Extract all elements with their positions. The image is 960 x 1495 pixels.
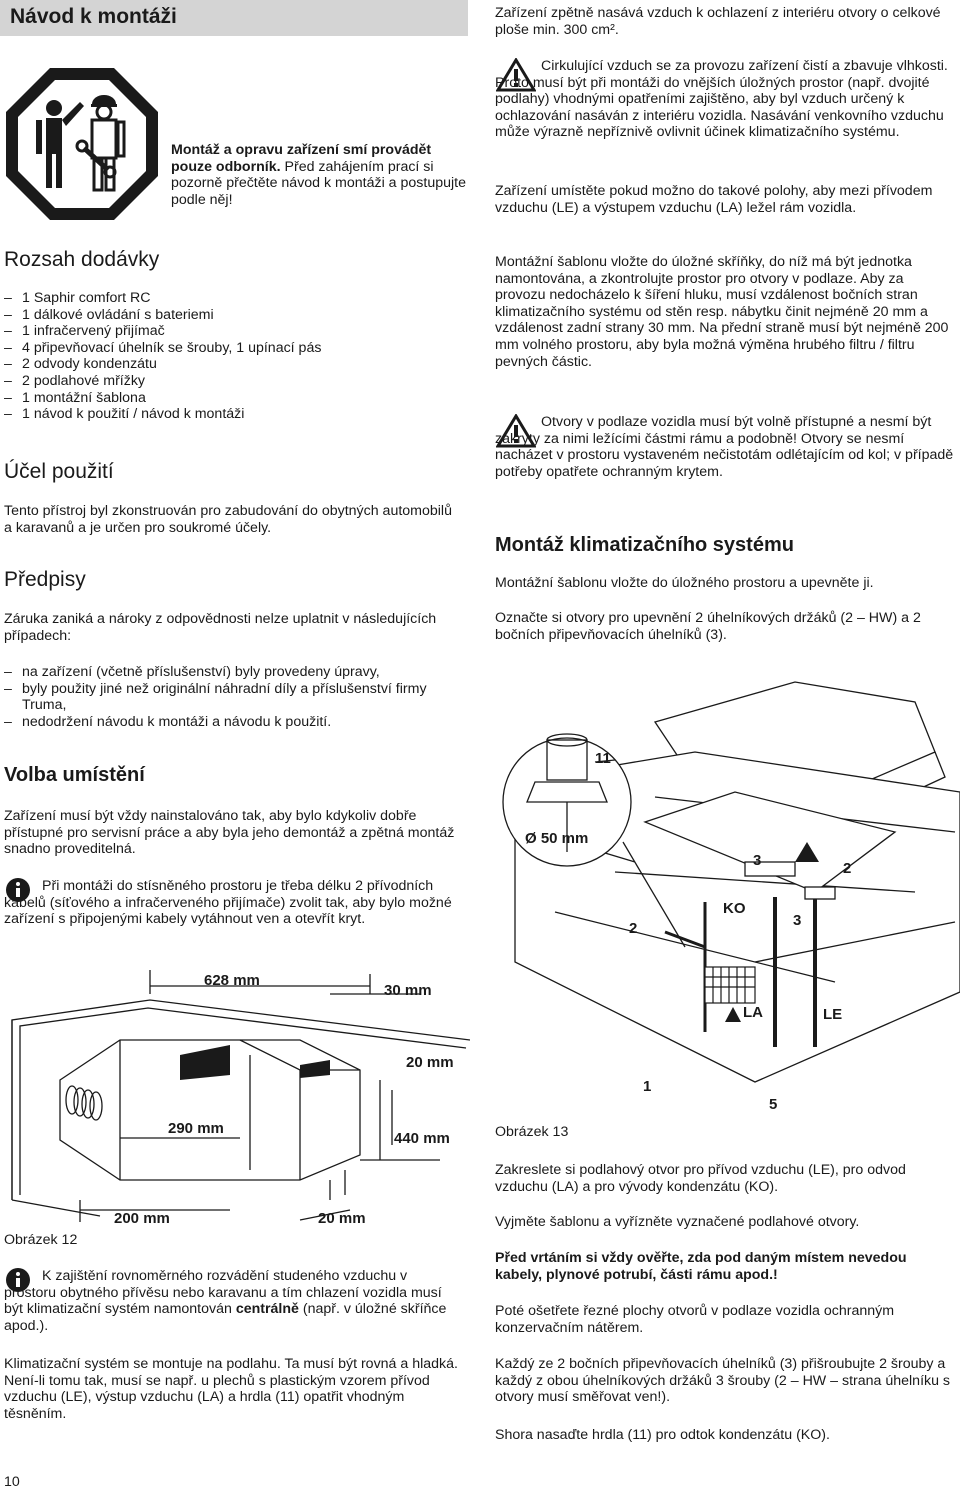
aircon-dimension-diagram: [0, 960, 470, 1260]
page-title: Návod k montáži: [10, 5, 177, 28]
list-item: – 4 připevňovací úhelník se šrouby, 1 upínací pás: [4, 340, 464, 357]
intro-bold: Montáž a opravu zařízení smí provádět pouze odborník.: [171, 142, 432, 175]
right-warn1: Cirkulující vzduch se za provozu zařízení čistí a zbavuje vlhkosti. Proto musí být při montáži do vnějších úložných prostor (např. dvojité podlahy) vhodnými opatřeními zajištěno, aby byl vzduch určený k ochlazování nasáván z interiéru vozidla. Nasávání venkovního vzduchu může výrazně nepříznivě ovlivnit účinek klimatizačního systému.: [495, 58, 948, 141]
scope-heading: Rozsah dodávky: [4, 248, 160, 271]
right-p4: Montážní šablonu vložte do úložného prostoru a upevněte ji.: [495, 575, 874, 591]
list-item: – 1 Saphir comfort RC: [4, 290, 464, 307]
mounting-heading: Montáž klimatizačního systému: [495, 534, 794, 556]
central-info-bold: centrálně: [235, 1301, 299, 1318]
right-p3: Montážní šablonu vložte do úložné skříňky, do níž má být jednotka namontována, a zkontrolujte prostor pro otvory v podlaze. Aby za provozu nedocházelo k šíření hluku, musí vzdálenost bočních stran klimatizačního systému od stěn resp. nábytku činit nejméně 20 mm a vzdálenost zadní strany 30 mm. Na přední straně musí být nejméně 200 mm volného prostoru, aby byla možná výměna hrubého filtru / filtru pevných částic.: [495, 254, 949, 370]
figure-13: [495, 662, 960, 1113]
diameter-label: Ø 50 mm: [525, 830, 589, 847]
central-text: Klimatizační systém se montuje na podlahu. Ta musí být rovná a hladká. Není-li tomu tak, musí se např. u plechů s plastickým vzorem přívod vzduchu (LE), výstup vzduchu (LA) a hrdla (11) opatřit vhodným těsněním.: [4, 1356, 458, 1422]
list-item: – byly použity jiné než originální náhradní díly a příslušenství firmy Truma,: [4, 681, 464, 714]
le-label: LE: [823, 1006, 843, 1023]
part-1-label: 1: [643, 1078, 652, 1095]
figure-12: [0, 960, 470, 1260]
list-item: – 1 montážní šablona: [4, 390, 464, 407]
intro-note: [171, 142, 471, 208]
purpose-heading: Účel použití: [4, 460, 114, 483]
part-3-label: 3: [753, 852, 762, 869]
part-2b-label: 2: [629, 920, 638, 937]
floor-mounting-diagram: [495, 662, 960, 1102]
right-p9: Poté ošetřete řezné plochy otvorů v podlaze vozidla ochranným konzervačním nátěrem.: [495, 1303, 895, 1336]
dim-front-label: 200 mm: [114, 1210, 170, 1227]
dim-width-label: 628 mm: [204, 972, 260, 989]
list-item: – 1 návod k použití / návod k montáži: [4, 406, 464, 423]
right-p7: Vyjměte šablonu a vyřízněte vyznačené podlahové otvory.: [495, 1214, 860, 1230]
octagon-sign-icon: [4, 66, 160, 222]
ko-label: KO: [723, 900, 746, 917]
figure-12-caption: Obrázek 12: [4, 1232, 78, 1248]
right-p8: Před vrtáním si vždy ověřte, zda pod daným místem nevedou kabely, plynové potrubí, části rámu apod.!: [495, 1250, 907, 1283]
regulations-list: [4, 664, 464, 730]
scope-list: [4, 290, 464, 423]
part-3b-label: 3: [793, 912, 802, 929]
page-number: 10: [4, 1474, 20, 1490]
list-item: – na zařízení (včetně příslušenství) byly provedeny úpravy,: [4, 664, 464, 681]
right-p1: Zařízení zpětně nasává vzduch k ochlazení z interiéru otvory o celkové ploše min. 300 cm².: [495, 5, 941, 38]
intro-text: Před zahájením prací si pozorně přečtěte návod k montáži a postupujte podle něj!: [171, 158, 466, 208]
list-item: – nedodržení návodu k montáži a návodu k použití.: [4, 714, 464, 731]
right-p11: Shora nasaďte hrdla (11) pro odtok kondenzátu (KO).: [495, 1427, 830, 1443]
right-p2: Zařízení umístěte pokud možno do takové polohy, aby mezi přívodem vzduchu (LE) a výstupem vzduchu (LA) ležel rám vozidla.: [495, 183, 933, 216]
list-item: – 1 dálkové ovládání s bateriemi: [4, 307, 464, 324]
purpose-text: Tento přístroj byl zkonstruován pro zabudování do obytných automobilů a karavanů a je určen pro soukromé účely.: [4, 503, 452, 536]
right-p6: Zakreslete si podlahový otvor pro přívod vzduchu (LE), pro odvod vzduchu (LA) a pro vývody kondenzátu (KO).: [495, 1162, 906, 1195]
regulations-heading: Předpisy: [4, 568, 86, 591]
part-11-label: 11: [595, 750, 611, 767]
figure-13-caption: Obrázek 13: [495, 1124, 569, 1140]
specialist-only-sign: [4, 66, 160, 222]
part-2-label: 2: [843, 860, 852, 877]
dim-side2-label: 20 mm: [318, 1210, 366, 1227]
central-info-text-b: (např. v úložné skříňce apod.).: [4, 1301, 447, 1334]
list-item: – 1 infračervený přijímač: [4, 323, 464, 340]
part-5-label: 5: [769, 1096, 778, 1113]
location-heading: Volba umístění: [4, 764, 145, 786]
list-item: – 2 podlahové mřížky: [4, 373, 464, 390]
regulations-text: Záruka zaniká a nároky z odpovědnosti nelze uplatnit v následujících případech:: [4, 611, 437, 644]
central-info: [4, 1268, 462, 1334]
la-label: LA: [743, 1004, 763, 1021]
dim-side-label: 20 mm: [406, 1054, 454, 1071]
title-bar: [0, 0, 468, 36]
central-info-text-a: K zajištění rovnoměrného rozvádění studeného vzduchu v prostoru obytného přívěsu nebo karavanu a tím chlazení vozidla musí být klimatizační systém namontován: [4, 1268, 442, 1318]
right-warn2: Otvory v podlaze vozidla musí být volně přístupné a nesmí být zakryty za nimi ležícími částmi rámu a podobně! Otvory se nesmí nacházet v prostoru vystaveném nečistotám odlétajícím od kol; v případě potřeby opatřete ochranným krytem.: [495, 414, 954, 480]
right-p10: Každý ze 2 bočních připevňovacích úhelníků (3) přišroubujte 2 šrouby a každý z obou úhelníkových držáků 3 šrouby (2 – HW – strana úhelníku s otvory musí směřovat ven!).: [495, 1356, 951, 1406]
right-p5: Označte si otvory pro upevnění 2 úhelníkových držáků (2 – HW) a 2 bočních připevňovacích úhelníků (3).: [495, 610, 921, 643]
dim-depth-label: 440 mm: [394, 1130, 450, 1147]
dim-rear-label: 30 mm: [384, 982, 432, 999]
location-text: Zařízení musí být vždy nainstalováno tak, aby bylo kdykoliv dobře přístupné pro servisní práce a aby byla jeho demontáž a zpětná montáž snadno proveditelná.: [4, 808, 455, 858]
list-item: – 2 odvody kondenzátu: [4, 356, 464, 373]
location-info: Při montáži do stísněného prostoru je třeba délku 2 přívodních kabelů (síťového a infračerveného přijímače) zvolit tak, aby bylo možné zařízení s připojenými kabely vytáhnout ven a otevřít kryt.: [4, 878, 452, 928]
dim-height-label: 290 mm: [168, 1120, 224, 1137]
